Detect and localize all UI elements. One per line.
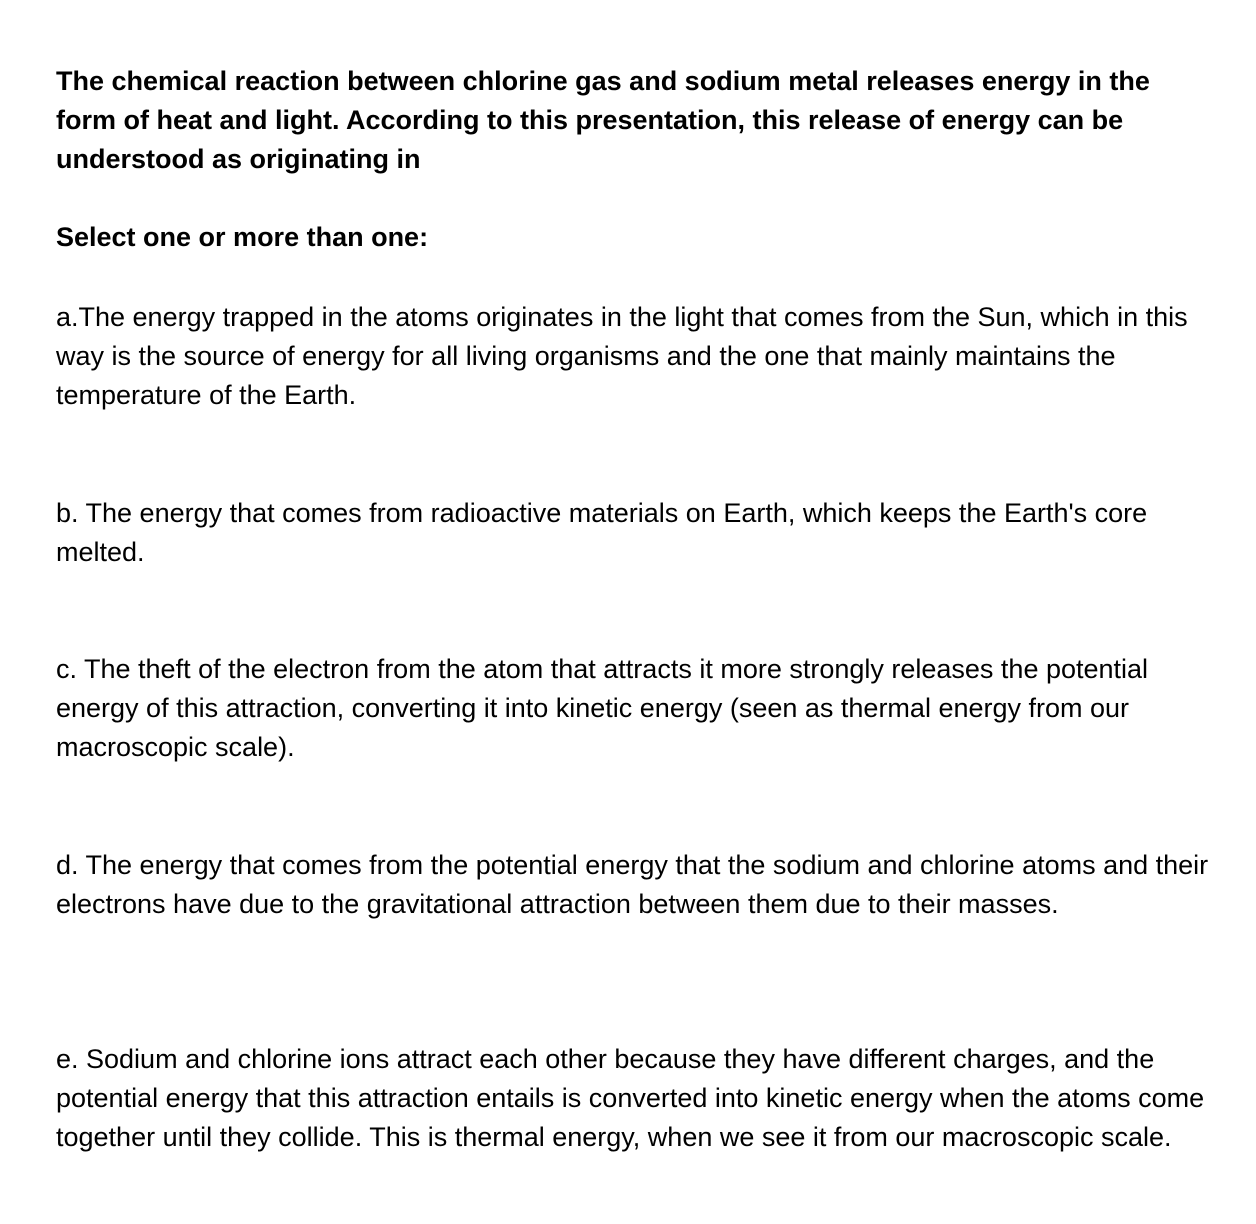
option-c[interactable]: c. The theft of the electron from the atom that attracts it more strongly releases the potential energy of this attraction, converting it into kinetic energy (seen as thermal energy from our macroscopic scale). [56,654,1149,762]
option-a[interactable]: a.The energy trapped in the atoms originates in the light that comes from the Sun, which in this way is the source of energy for all living organisms and the one that mainly maintains the temperature of the Earth. [56,302,1188,410]
option-e[interactable]: e. Sodium and chlorine ions attract each other because they have different charges, and the potential energy that this attraction entails is converted into kinetic energy when the atoms come together until they collide. This is thermal energy, when we see it from our macroscopic scale. [56,1044,1205,1152]
option-d[interactable]: d. The energy that comes from the potential energy that the sodium and chlorine atoms and their electrons have due to the gravitational attraction between them due to their masses. [56,850,1209,919]
question-page [56,62,1216,1152]
option-b[interactable]: b. The energy that comes from radioactive materials on Earth, which keeps the Earth's core melted. [56,498,1148,567]
instruction-text: Select one or more than one: [56,222,429,252]
question-text: The chemical reaction between chlorine gas and sodium metal releases energy in the form of heat and light. According to this presentation, this release of energy can be understood as originating in [56,66,1150,174]
